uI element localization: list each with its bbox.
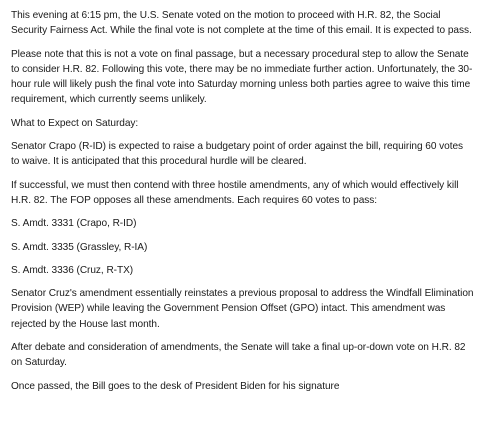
section-heading-saturday: What to Expect on Saturday: — [11, 117, 139, 129]
paragraph-cruz-amendment: Senator Cruz's amendment essentially reinstates a previous proposal to address the Windfall Elimination Provision (WEP) while leaving the Government Pension Offset (GPO) intact. This amendment was rejected by the House last month. — [11, 288, 474, 330]
paragraph-hostile-amendments: If successful, we must then contend with three hostile amendments, any of which would effectively kill H.R. 82. The FOP opposes all these amendments. Each requires 60 votes to pass: — [11, 179, 459, 206]
amendment-item: S. Amdt. 3331 (Crapo, R-ID) — [11, 218, 137, 230]
amendment-item: S. Amdt. 3335 (Grassley, R-IA) — [11, 241, 148, 253]
amendment-item: S. Amdt. 3336 (Cruz, R-TX) — [11, 264, 134, 276]
paragraph-final-vote: After debate and consideration of amendments, the Senate will take a final up-or-down vote on H.R. 82 on Saturday. — [11, 342, 466, 369]
paragraph-point-of-order: Senator Crapo (R-ID) is expected to raise a budgetary point of order against the bill, requiring 60 votes to waive. It is anticipated that this procedural hurdle will be cleared. — [11, 141, 464, 168]
paragraph-procedural-note: Please note that this is not a vote on final passage, but a necessary procedural step to allow the Senate to consider H.R. 82. Following this vote, there may be no immediate further action. Unfortunately, the 30-hour rule will likely push the final vote into Saturday morning unless both parties agree to waive this time requirement, which currently seems unlikely. — [11, 48, 473, 106]
paragraph-president-signature: Once passed, the Bill goes to the desk of President Biden for his signature — [11, 380, 340, 392]
paragraph-senate-vote: This evening at 6:15 pm, the U.S. Senate voted on the motion to proceed with H.R. 82, the Social Security Fairness Act. While the final vote is not complete at the time of this email. It is expected to pass. — [11, 10, 472, 37]
